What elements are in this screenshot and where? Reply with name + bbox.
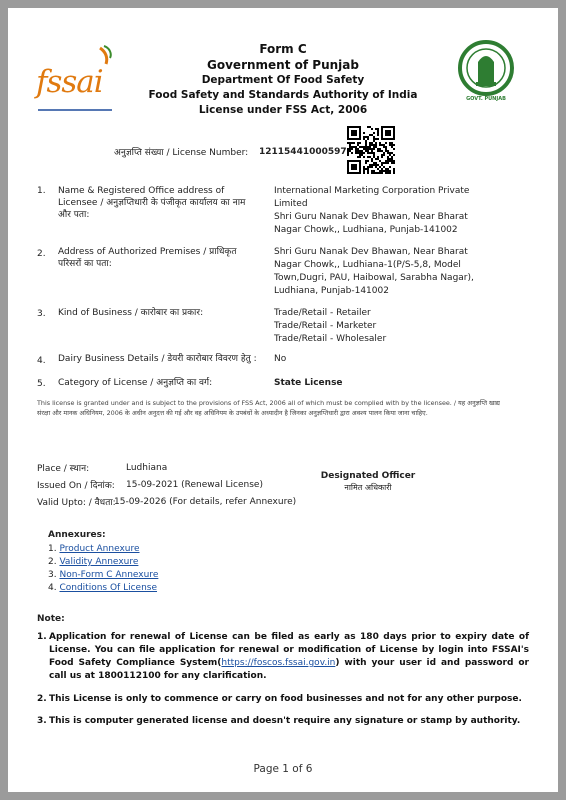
valid-value: 15-09-2026 (For details, refer Annexure) xyxy=(114,497,297,507)
officer-title: Designated Officer xyxy=(320,471,416,481)
item-number: 1. xyxy=(37,186,46,196)
annexure-number: 3. xyxy=(48,570,57,580)
page-number: Page 1 of 6 xyxy=(253,763,313,775)
valid-label: Valid Upto: / वैधता: xyxy=(37,498,116,508)
department-title: Department Of Food Safety xyxy=(201,74,365,86)
item-number: 3. xyxy=(37,309,46,319)
note-number: 3. xyxy=(37,716,47,726)
annexure-item xyxy=(48,569,158,582)
officer-title-hindi: नामित अधिकारी xyxy=(344,483,392,492)
designated-officer xyxy=(308,470,428,493)
note-number: 1. xyxy=(37,632,47,642)
item-value: International Marketing Corporation Private Limited Shri Guru Nanak Dev Bhawan, Near Bharat Nagar Chowk,, Ludhiana, Punjab-141002 xyxy=(274,186,470,235)
emblem-caption: GOVT. PUNJAB xyxy=(466,96,506,102)
item-number: 5. xyxy=(37,379,46,389)
annexure-number: 2. xyxy=(48,557,57,567)
annexure-number: 1. xyxy=(48,544,57,554)
item-label: Kind of Business / कारोबार का प्रकार: xyxy=(58,308,204,318)
fssai-logo-text: fssai xyxy=(36,64,103,100)
issued-value: 15-09-2021 (Renewal License) xyxy=(126,480,263,490)
note-1 xyxy=(37,631,529,683)
note-1-text-end: ) with your user id and password or call us at 1800112100 for any clarification. xyxy=(49,658,529,681)
note-2 xyxy=(37,693,529,706)
foscos-link[interactable]: https://foscos.fssai.gov.in xyxy=(221,658,336,668)
annexure-item xyxy=(48,556,158,569)
authority-title: Food Safety and Standards Authority of India xyxy=(148,89,418,101)
place-label: Place / स्थान: xyxy=(37,464,90,474)
item-number: 4. xyxy=(37,356,46,366)
punjab-emblem xyxy=(456,40,516,104)
note-2-text: This License is only to commence or carry on food businesses and not for any other purpose. xyxy=(49,694,522,704)
license-number: 12115441000597 xyxy=(259,147,347,157)
license-category: State License xyxy=(274,378,343,388)
item-number: 2. xyxy=(37,249,46,259)
conditions-of-license-link[interactable]: Conditions Of License xyxy=(59,583,158,593)
license-disclaimer: This license is granted under and is subject to the provisions of FSS Act, 2006 all of which must be complied with by the licensee. / यह अनुज्ञप्ति खाद्य संरक्षा और मानक अधिनियम, 2006 के अधीन अनुदत्त की गई और वह अधिनियम के उपबंधों के अध्यादीन है जिनका अनुज्ञप्तिधारी द्वारा अवश्य पालन किया जाना चाहिए. xyxy=(37,399,500,417)
product-annexure-link[interactable]: Product Annexure xyxy=(59,544,140,554)
note-heading: Note: xyxy=(37,614,65,624)
item-label: Address of Authorized Premises / प्राधिकृत परिसरों का पता: xyxy=(58,247,237,269)
annexures-heading: Annexures: xyxy=(48,530,106,540)
note-3 xyxy=(37,715,529,728)
annexure-item xyxy=(48,582,158,595)
act-title: License under FSS Act, 2006 xyxy=(198,104,368,116)
non-form-c-annexure-link[interactable]: Non-Form C Annexure xyxy=(59,570,159,580)
government-title: Government of Punjab xyxy=(207,58,359,72)
item-value: No xyxy=(274,354,287,364)
validity-annexure-link[interactable]: Validity Annexure xyxy=(59,557,139,567)
note-3-text: This is computer generated license and doesn't require any signature or stamp by authority. xyxy=(49,716,521,726)
form-title: Form C xyxy=(259,42,307,56)
note-1-text: Application for renewal of License can be filed as early as 180 days prior to expiry date of License. You can file application for renewal or modification of License by login into FSSAI's Food Safety Compliance System( xyxy=(49,632,529,668)
item-value: Shri Guru Nanak Dev Bhawan, Near Bharat Nagar Chowk,, Ludhiana-1(P/S-5,8, Model Town,Dugri, PAU, Haibowal, Sarabha Nagar), Ludhiana, Punjab-141002 xyxy=(274,247,474,296)
annexure-item xyxy=(48,543,158,556)
issued-label: Issued On / दिनांक: xyxy=(37,481,115,491)
fssai-logo xyxy=(36,42,116,118)
license-number-label: अनुज्ञप्ति संख्या / License Number: xyxy=(114,148,249,158)
qr-code xyxy=(347,126,395,174)
place-value: Ludhiana xyxy=(126,463,168,473)
annexure-list xyxy=(48,543,158,595)
item-label: Name & Registered Office address of Licensee / अनुज्ञप्तिधारी के पंजीकृत कार्यालय का नाम और पता: xyxy=(58,186,246,220)
annexure-number: 4. xyxy=(48,583,57,593)
license-page xyxy=(8,8,558,792)
note-number: 2. xyxy=(37,694,47,704)
item-label: Category of License / अनुज्ञप्ति का वर्ग: xyxy=(58,378,213,388)
item-value: Trade/Retail - Retailer Trade/Retail - Marketer Trade/Retail - Wholesaler xyxy=(274,308,387,344)
item-label: Dairy Business Details / डेयरी कारोबार विवरण हेतु : xyxy=(58,354,257,364)
